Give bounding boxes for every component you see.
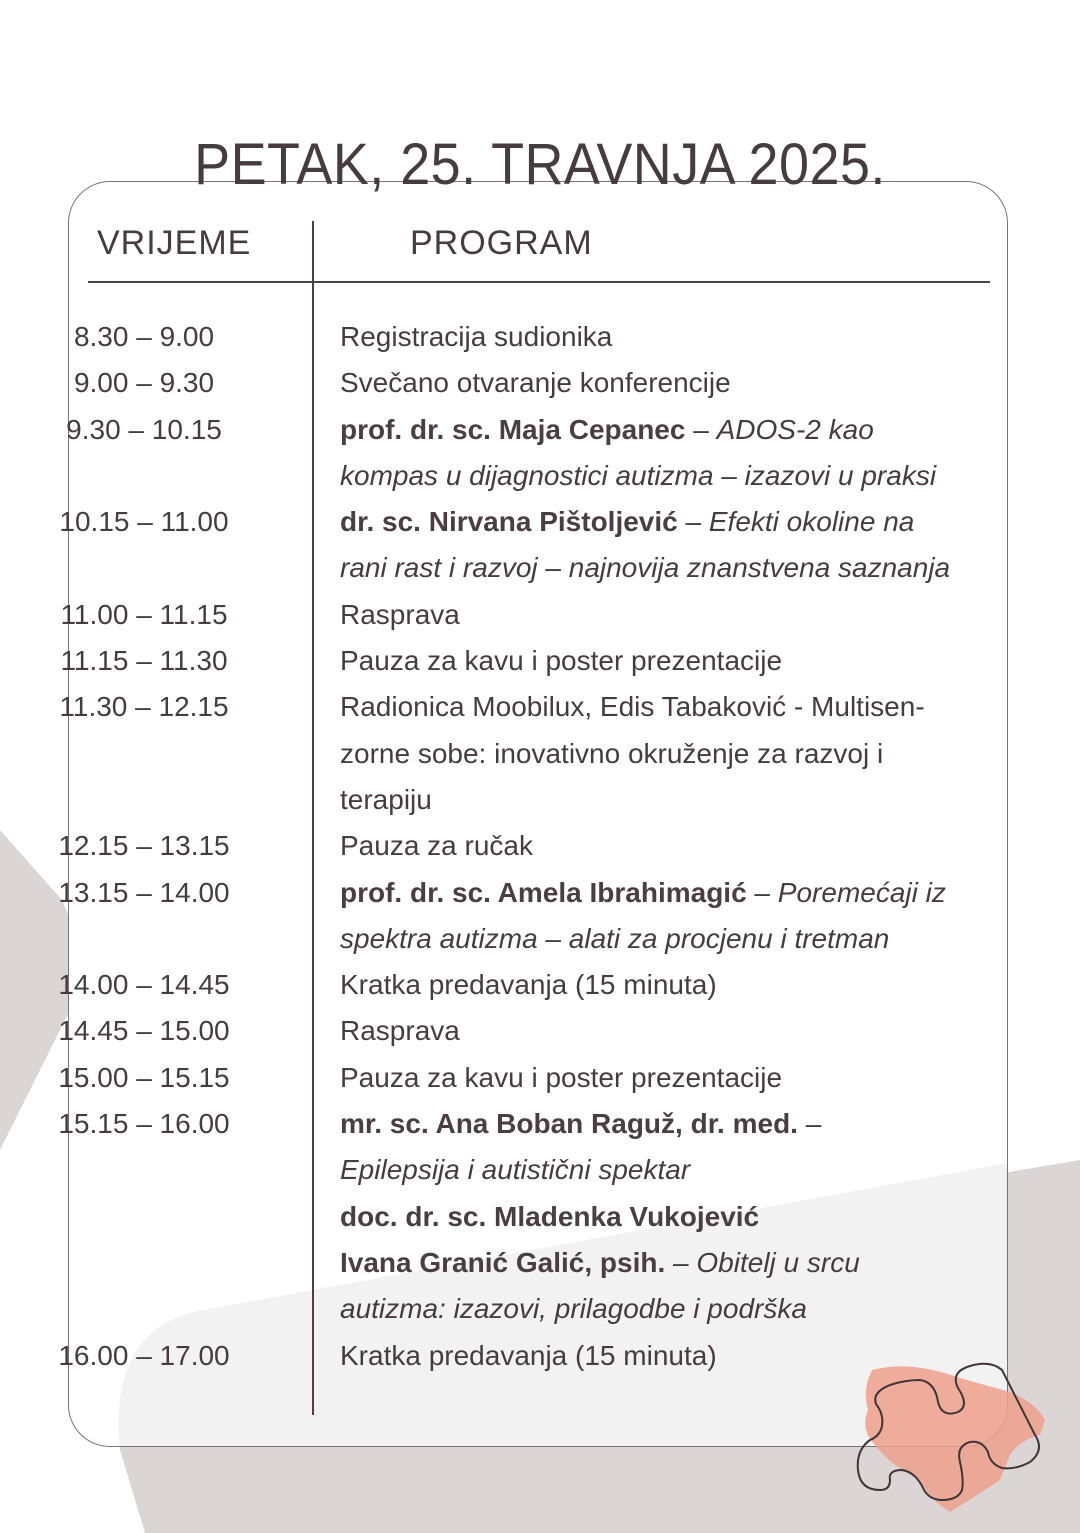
program-line (340, 823, 995, 869)
time-range: 14.45 – 15.00 (58, 1015, 230, 1047)
program-line (340, 684, 995, 730)
time-range: 9.30 – 10.15 (66, 413, 222, 445)
schedule-row (0, 638, 1080, 684)
schedule-list (0, 314, 1080, 1379)
time-range: 11.15 – 11.30 (60, 645, 228, 677)
program-line (340, 499, 995, 545)
program-line (340, 453, 995, 499)
time-range: 11.30 – 12.15 (59, 691, 229, 723)
puzzle-piece-icon (850, 1340, 1060, 1530)
time-cell (0, 1055, 358, 1101)
talk-title: autizma: izazovi, prilagodbe i podrška (340, 1293, 807, 1325)
table-header (0, 222, 1080, 272)
program-text: Pauza za kavu i poster prezentacije (340, 645, 783, 677)
time-range: 13.15 – 14.00 (58, 876, 230, 908)
program-cell (340, 407, 995, 500)
program-text: – (797, 1108, 822, 1140)
program-cell (340, 499, 995, 592)
talk-title: spektra autizma – alati za procjenu i tretman (340, 922, 890, 954)
program-line (340, 1147, 995, 1193)
talk-title: Epilepsija i autistični spektar (340, 1154, 691, 1186)
time-cell (0, 1008, 358, 1054)
program-line (340, 1194, 995, 1240)
time-range: 12.15 – 13.15 (58, 830, 230, 862)
time-range: 16.00 – 17.00 (58, 1339, 230, 1371)
time-range: 9.00 – 9.30 (73, 367, 215, 399)
talk-title: Obitelj u srcu (696, 1246, 860, 1278)
schedule-row (0, 360, 1080, 406)
header-time: VRIJEME (97, 224, 252, 262)
schedule-row (0, 499, 1080, 592)
program-cell (340, 1008, 995, 1054)
talk-title: Efekti okoline na (708, 506, 915, 538)
program-text: – (685, 413, 717, 445)
program-cell (340, 823, 995, 869)
program-text: Rasprava (340, 1015, 460, 1047)
page-title: PETAK, 25. TRAVNJA 2025. (194, 131, 886, 197)
schedule-row (0, 1101, 1080, 1332)
speaker-name: doc. dr. sc. Mladenka Vukojević (340, 1200, 760, 1232)
program-line (340, 638, 995, 684)
program-text: Pauza za ručak (340, 830, 533, 862)
schedule-row (0, 314, 1080, 360)
schedule-row (0, 592, 1080, 638)
program-line (340, 1286, 995, 1332)
header-program: PROGRAM (410, 224, 593, 262)
talk-title: ADOS-2 kao (716, 413, 874, 445)
program-line (340, 731, 995, 777)
time-cell (0, 638, 358, 684)
time-cell (0, 1101, 358, 1332)
watercolor-splash (865, 1366, 1045, 1512)
program-cell (340, 1055, 995, 1101)
program-text: zorne sobe: inovativno okruženje za razvoj i (340, 737, 884, 769)
program-text: – (665, 1246, 697, 1278)
program-text: Rasprava (340, 598, 460, 630)
speaker-name: mr. sc. Ana Boban Raguž, dr. med. (340, 1108, 798, 1140)
schedule-row (0, 684, 1080, 823)
time-cell (0, 823, 358, 869)
program-text: Pauza za kavu i poster prezentacije (340, 1061, 783, 1093)
time-cell (0, 870, 358, 963)
schedule-row (0, 1055, 1080, 1101)
program-text: Kratka predavanja (15 minuta) (340, 1339, 717, 1371)
talk-title: rani rast i razvoj – najnovija znanstvena saznanja (340, 552, 951, 584)
program-line (340, 870, 995, 916)
schedule-row (0, 823, 1080, 869)
program-text: Kratka predavanja (15 minuta) (340, 969, 717, 1001)
program-text: – (677, 506, 709, 538)
program-text: Registracija sudionika (340, 321, 613, 352)
program-line (340, 407, 995, 453)
program-line (340, 314, 995, 360)
schedule-row (0, 407, 1080, 500)
header-divider (88, 281, 990, 283)
program-line (340, 1008, 995, 1054)
time-range: 11.00 – 11.15 (60, 598, 228, 630)
time-cell (0, 499, 358, 592)
program-line (340, 360, 995, 406)
time-range: 8.30 – 9.00 (73, 321, 215, 352)
talk-title: Poremećaji iz (777, 876, 946, 908)
time-cell (0, 360, 358, 406)
time-range: 14.00 – 14.45 (58, 969, 230, 1001)
schedule-row (0, 962, 1080, 1008)
program-line (340, 1240, 995, 1286)
program-cell (340, 314, 995, 360)
time-cell (0, 1333, 358, 1379)
speaker-name: prof. dr. sc. Amela Ibrahimagić (340, 876, 747, 908)
speaker-name: Ivana Granić Galić, psih. (340, 1246, 666, 1278)
schedule-row (0, 870, 1080, 963)
time-range: 15.00 – 15.15 (58, 1061, 230, 1093)
program-text: – (746, 876, 778, 908)
program-line (340, 962, 995, 1008)
talk-title: kompas u dijagnostici autizma – izazovi u praksi (340, 459, 937, 491)
speaker-name: prof. dr. sc. Maja Cepanec (340, 413, 686, 445)
program-cell (340, 962, 995, 1008)
program-cell (340, 638, 995, 684)
program-line (340, 777, 995, 823)
program-line (340, 1055, 995, 1101)
time-range: 15.15 – 16.00 (58, 1108, 230, 1140)
speaker-name: dr. sc. Nirvana Pištoljević (340, 506, 678, 538)
time-range: 10.15 – 11.00 (59, 506, 229, 538)
program-line (340, 1101, 995, 1147)
program-cell (340, 870, 995, 963)
time-cell (0, 684, 358, 823)
program-cell (340, 360, 995, 406)
time-cell (0, 407, 358, 500)
time-cell (0, 314, 358, 360)
program-line (340, 592, 995, 638)
program-text: terapiju (340, 783, 432, 815)
time-cell (0, 592, 358, 638)
program-cell (340, 684, 995, 823)
program-line (340, 916, 995, 962)
program-text: Svečano otvaranje konferencije (340, 367, 731, 399)
time-cell (0, 962, 358, 1008)
program-cell (340, 592, 995, 638)
program-line (340, 545, 995, 591)
schedule-row (0, 1008, 1080, 1054)
program-cell (340, 1101, 995, 1332)
program-text: Radionica Moobilux, Edis Tabaković - Multisen- (340, 691, 925, 723)
